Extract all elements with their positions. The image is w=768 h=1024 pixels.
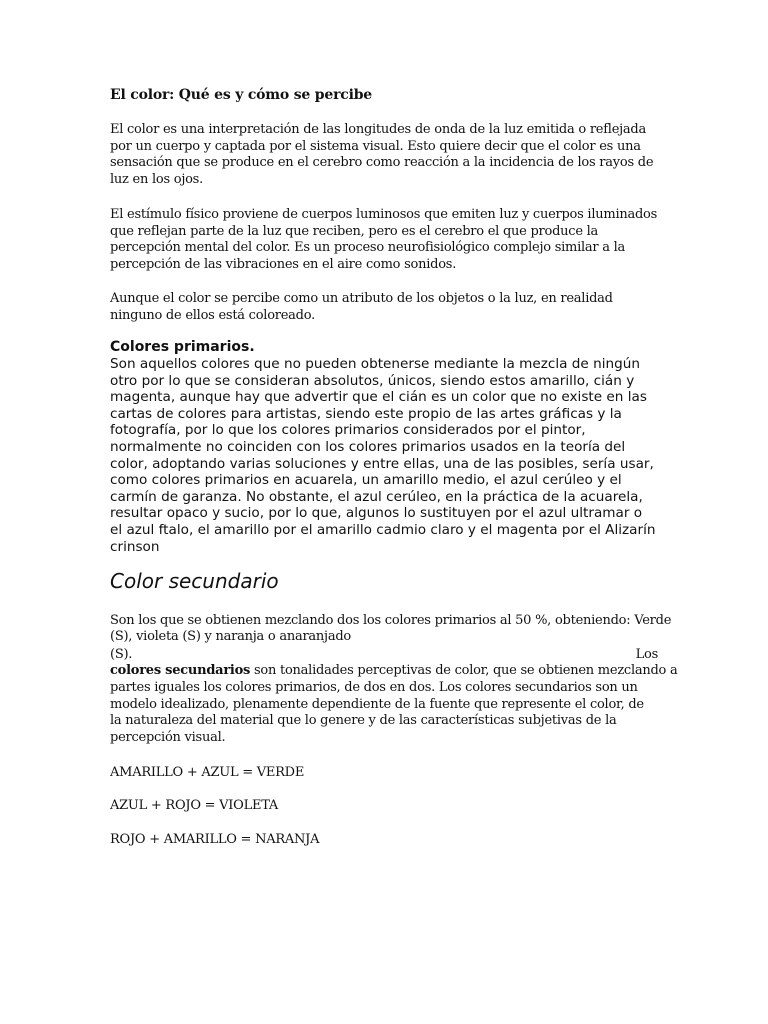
secondary-color-heading: Color secundario — [110, 569, 279, 593]
equation-orange: ROJO + AMARILLO = NARANJA — [110, 832, 320, 847]
intro-paragraph-1: El color es una interpretación de las longitudes de onda de la luz emitida o reflejada por un cuerpo y captada por el sistema visual. Esto quiere decir que el color es una sensación que se produce en el cerebro como reacción a la incidencia de los rayos de luz en los ojos. — [110, 122, 654, 187]
secondary-los-word: Los — [635, 647, 658, 662]
equation-green: AMARILLO + AZUL = VERDE — [110, 765, 305, 780]
secondary-intro-line-3: (S). — [110, 647, 133, 662]
page-title: El color: Qué es y cómo se percibe — [110, 87, 372, 103]
primary-colors-heading: Colores primarios. — [110, 339, 255, 355]
secondary-definition-rest: son tonalidades perceptivas de color, que se obtienen mezclando a — [250, 663, 678, 678]
secondary-intro-line-2: (S), violeta (S) y naranja o anaranjado — [110, 629, 351, 644]
secondary-intro-line-1: Son los que se obtienen mezclando dos los colores primarios al 50 %, obteniendo: Verde — [110, 613, 672, 628]
secondary-definition-line — [110, 663, 678, 680]
intro-paragraph-3: Aunque el color se percibe como un atributo de los objetos o la luz, en realidad ninguno de ellos está coloreado. — [110, 291, 613, 323]
secondary-definition-continued: partes iguales los colores primarios, de dos en dos. Los colores secundarios son un modelo idealizado, plenamente dependiente de la fuente que represente el color, de la naturaleza del material que lo genere y de las características subjetivas de la percepción visual. — [110, 680, 644, 745]
intro-paragraph-2: El estímulo físico proviene de cuerpos luminosos que emiten luz y cuerpos iluminados que reflejan parte de la luz que reciben, pero es el cerebro el que produce la percepción mental del color. Es un proceso neurofisiológico complejo similar a la percepción de las vibraciones en el aire como sonidos. — [110, 207, 658, 272]
equation-violet: AZUL + ROJO = VIOLETA — [110, 798, 279, 813]
secondary-bold-term: colores secundarios — [110, 663, 251, 678]
primary-colors-paragraph: Son aquellos colores que no pueden obtenerse mediante la mezcla de ningún otro por lo que se consideran absolutos, únicos, siendo estos amarillo, cián y magenta, aunque hay que advertir que el cián es un color que no existe en las cartas de colores para artistas, siendo este propio de las artes gráficas y la fotografía, por lo que los colores primarios considerados por el pintor, normalmente no coinciden con los colores primarios usados en la teoría del color, adoptando varias soluciones y entre ellas, una de las posibles, sería usar, como colores primarios en acuarela, un amarillo medio, el azul cerúleo y el carmín de garanza. No obstante, el azul cerúleo, en la práctica de la acuarela, resultar opaco y sucio, por lo que, algunos lo sustituyen por el azul ultramar o el azul ftalo, el amarillo por el amarillo cadmio claro y el magenta por el Alizarín crinson — [110, 356, 656, 555]
